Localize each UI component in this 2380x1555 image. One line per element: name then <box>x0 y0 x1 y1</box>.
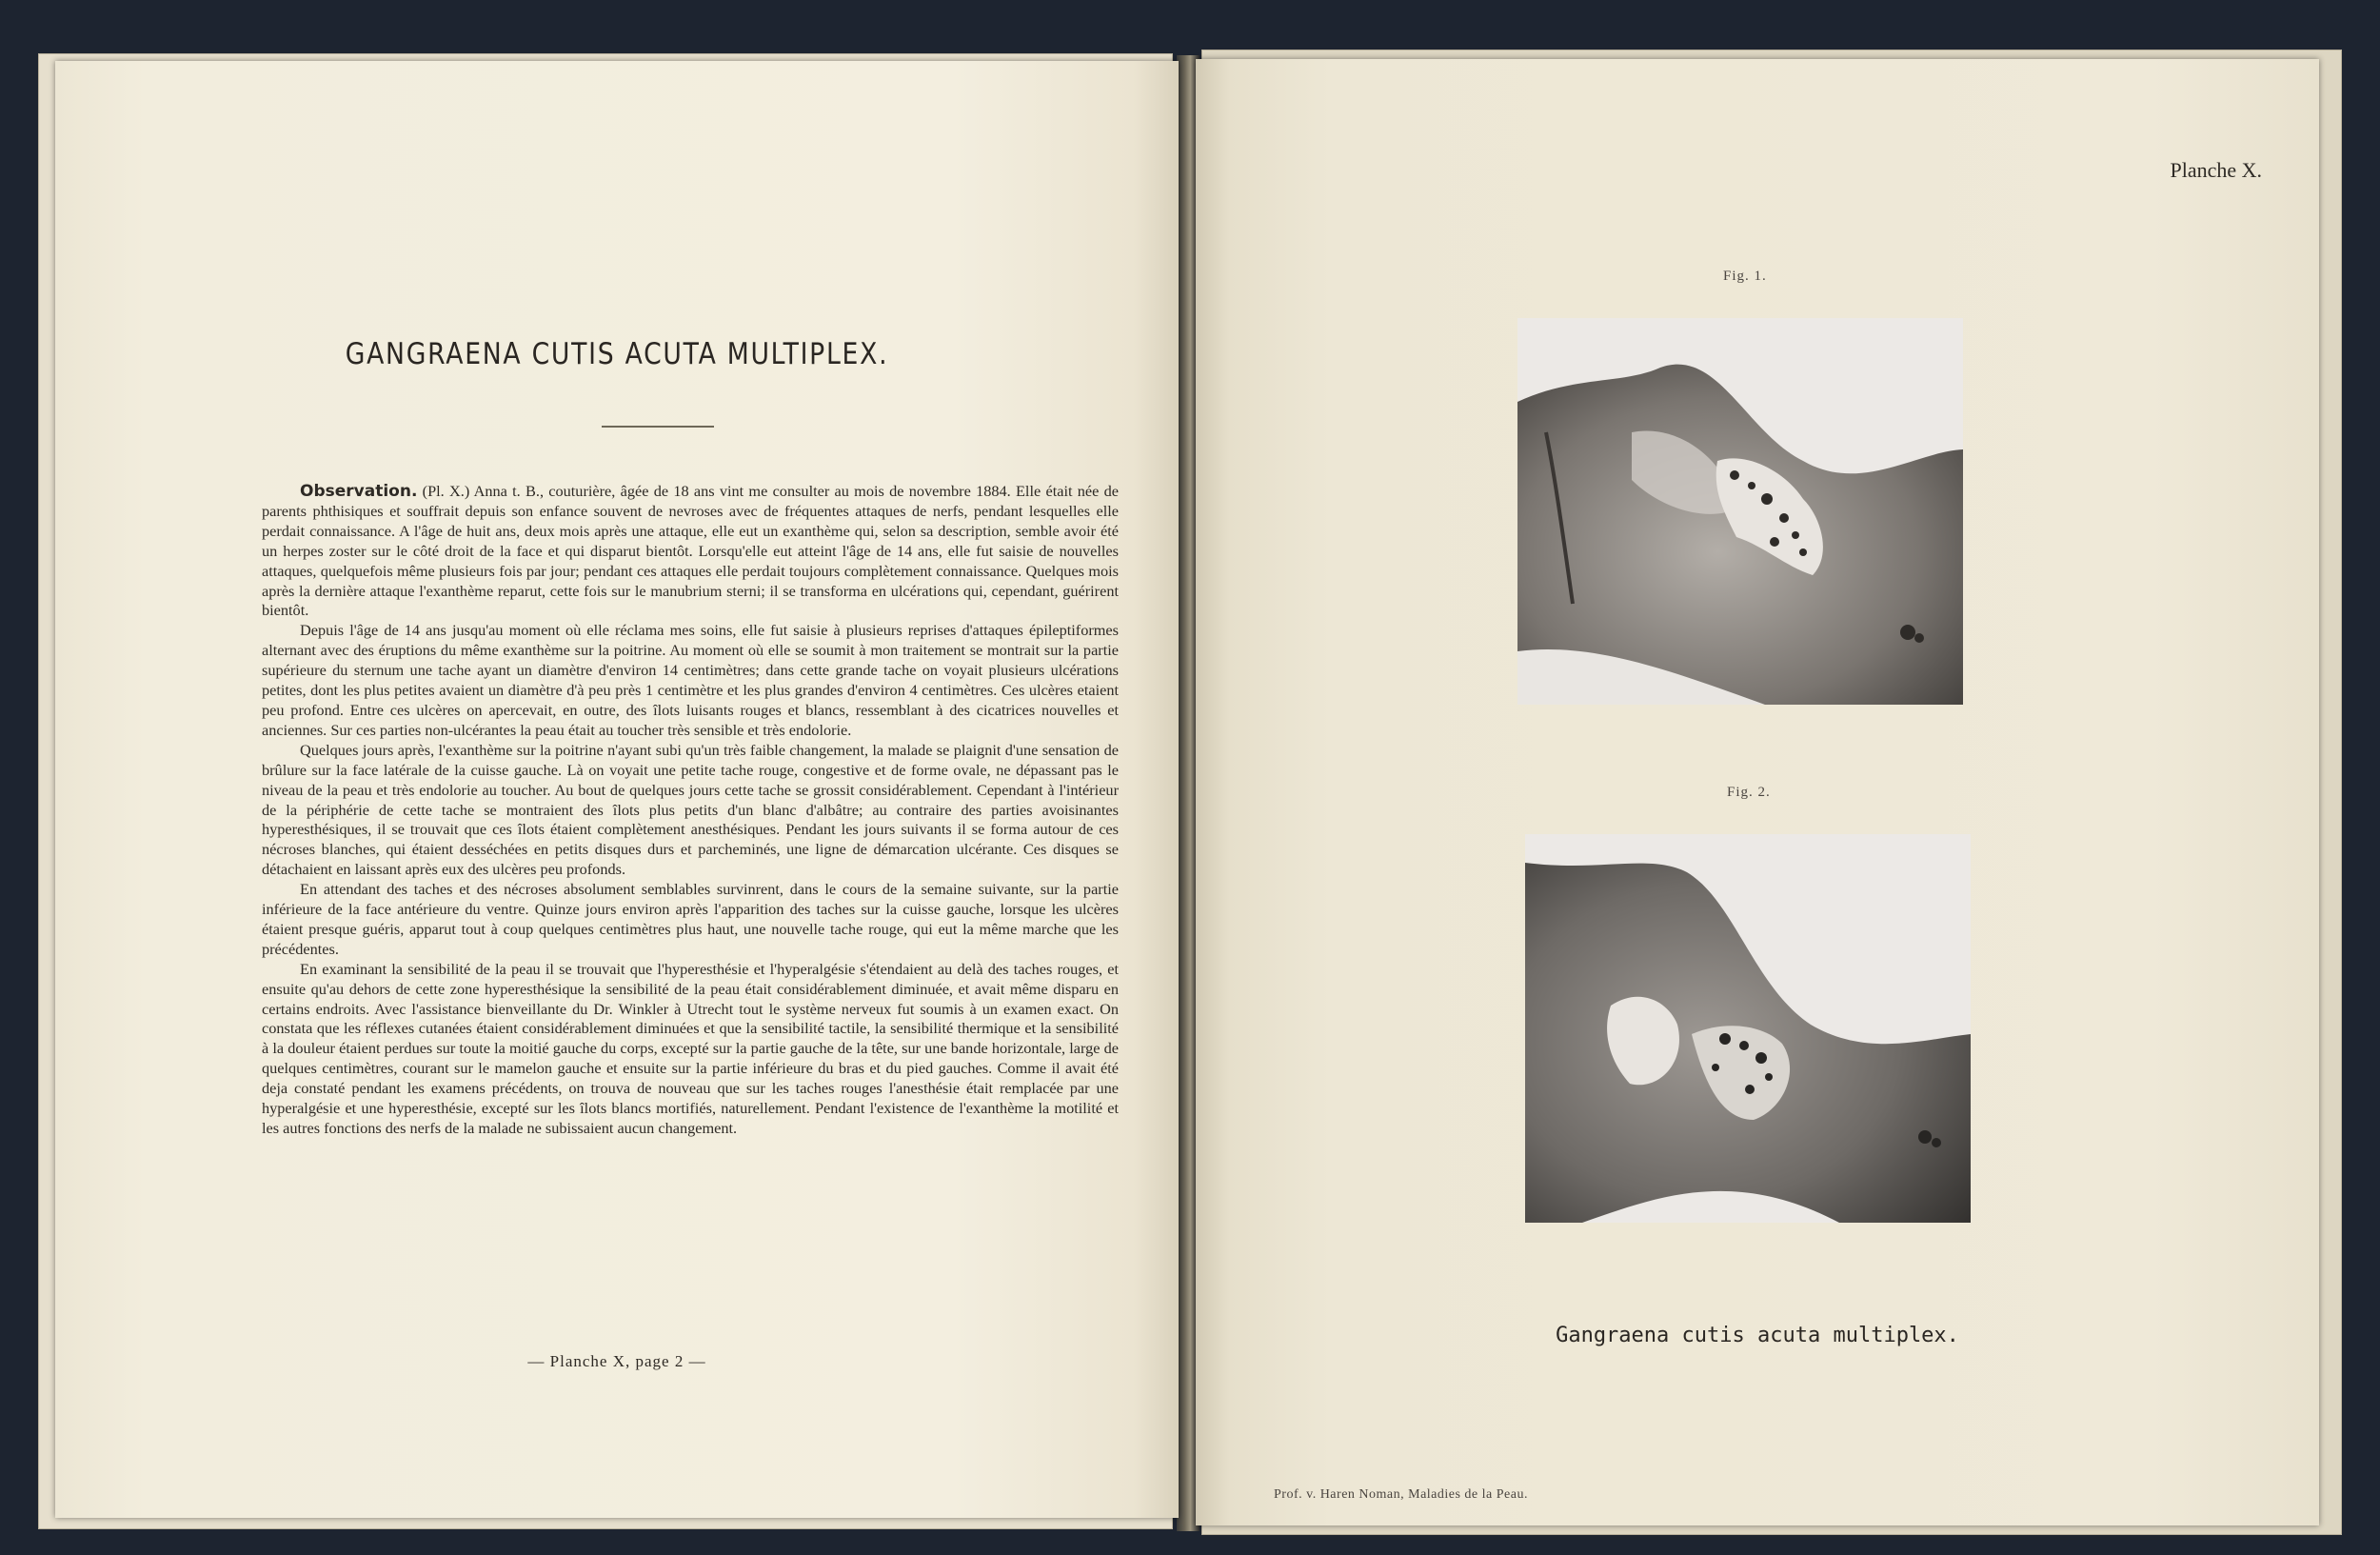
figure-2-photo <box>1525 834 1971 1223</box>
article-body <box>262 482 1119 1139</box>
paragraph-3: Quelques jours après, l'exanthème sur la poitrine n'ayant subi qu'un très faible changement, la malade se plaignit d'une sensation de brûlure sur la face latérale de la cuisse gauche. Là on voyait une petite tache rouge, congestive et de forme ovale, ne dépassant pas le niveau de la peau et très endolorie au toucher. Au bout de quelques jours cette tache se grossit considérablement. Cependant à l'intérieur de la périphérie de cette tache se montraient des îlots plus petits d'un blanc d'albâtre; au contraire des parties avoisinantes hyperesthésiques, il se trouvait que ces îlots étaient complètement anesthésiques. Pendant les jours suivants il se forma autour de ces nécroses blanches, qui étaient desséchées en petits disques durs et parcheminés, une ligne de démarcation ulcérante. Ces disques se détachaient en laissant après eux des ulcères peu profonds. <box>262 740 1119 879</box>
article-title: GANGRAENA CUTIS ACUTA MULTIPLEX. <box>345 337 889 371</box>
paragraph-1-text: (Pl. X.) Anna t. B., couturière, âgée de 18 ans vint me consulter au mois de novembre 1884. Elle était née de parents phthisiques et souffrait depuis son enfance souvent de nevroses avec de fréquentes attaques de nerfs, pendant lesquelles elle perdait connaissance. A l'âge de huit ans, deux mois après une attaque, elle eut un exanthème qui, selon sa description, semble avoir été un herpes zoster sur le côté droit de la face et qui disparut bientôt. Lorsqu'elle eut atteint l'âge de 14 ans, elle fut saisie de nouvelles attaques, quelquefois même plusieurs fois par jour; pendant ces attaques elle perdait toujours complètement connaissance. Quelques mois après la dernière attaque l'exanthème reparut, cette fois sur le manubrium sterni; il se transforma en ulcérations qui, cependant, guérirent bientôt. <box>262 482 1119 620</box>
paragraph-1 <box>262 482 1119 621</box>
plate-caption: Gangraena cutis acuta multiplex. <box>1556 1324 1959 1347</box>
figure-2-label: Fig. 2. <box>1727 785 1771 800</box>
right-page <box>1196 59 2319 1525</box>
paragraph-2: Depuis l'âge de 14 ans jusqu'au moment où elle réclama mes soins, elle fut saisie à plusieurs reprises d'attaques épileptiformes alternant avec des éruptions du même exanthème sur la poitrine. Au moment où elle se soumit à mon traitement se montrait sur la partie supérieure du sternum une tache ayant un diamètre d'environ 14 centimètres; dans cette grande tache on voyait plusieurs ulcérations petites, dont les plus petites avaient un diamètre d'à peu près 1 centimètre et les plus grandes d'environ 4 centimètres. Ces ulcères etaient peu profond. Entre ces ulcères on apercevait, en outre, des îlots luisants rouges et blancs, ressemblant à des cicatrices nouvelles et anciennes. Sur ces parties non-ulcérantes la peau était au toucher très sensible et très endolorie. <box>262 621 1119 739</box>
page-footer: — Planche X, page 2 — <box>527 1352 706 1370</box>
figure-1-label: Fig. 1. <box>1723 269 1767 284</box>
observation-heading: Observation. <box>300 482 418 501</box>
paragraph-5: En examinant la sensibilité de la peau il se trouvait que l'hyperesthésie et l'hyperalgésie s'étendaient au delà des taches rouges, et ensuite qu'au dehors de cette zone hyperesthésique la sensibilité de la peau était considérablement diminuée, et avait même disparu en certains endroits. Avec l'assistance bienveillante du Dr. Winkler à Utrecht tout le système nerveux fut soumis à un examen exact. On constata que les réflexes cutanées étaient considérablement diminuées et que la sensibilité tactile, la sensibilité thermique et la sensibilité à la douleur étaient perdues sur toute la moitié gauche du corps, excepté sur la partie gauche de la tête, sur une bande horizontale, large de quelques centimètres, courant sur le mamelon gauche et ensuite sur la partie inférieure du bras et du pied gauches. Comme il avait été deja constaté pendant les examens précédents, on trouva de nouveau que sur les taches rouges l'anesthésie était remplacée par une hyperalgésie et une hyperesthésie, excepté sur les îlots blancs mortifiés, naturellement. Pendant l'existence de l'exanthème la motilité et les autres fonctions des nerfs de la malade ne subissaient aucun changement. <box>262 959 1119 1137</box>
left-page <box>55 61 1179 1518</box>
publication-footnote: Prof. v. Haren Noman, Maladies de la Peau. <box>1274 1487 1528 1502</box>
plate-number: Planche X. <box>2170 158 2262 182</box>
paragraph-4: En attendant des taches et des nécroses absolument semblables survinrent, dans le cours de la semaine suivante, sur la partie inférieure de la face antérieure du ventre. Quinze jours environ après l'apparition des taches sur la cuisse gauche, lorsque les ulcères étaient presque guéris, apparut tout à coup quelques centimètres plus haut, une nouvelle tache rouge, qui eut la même marche que les précédentes. <box>262 880 1119 958</box>
figure-1-photo <box>1517 318 1963 705</box>
title-divider <box>602 426 714 428</box>
